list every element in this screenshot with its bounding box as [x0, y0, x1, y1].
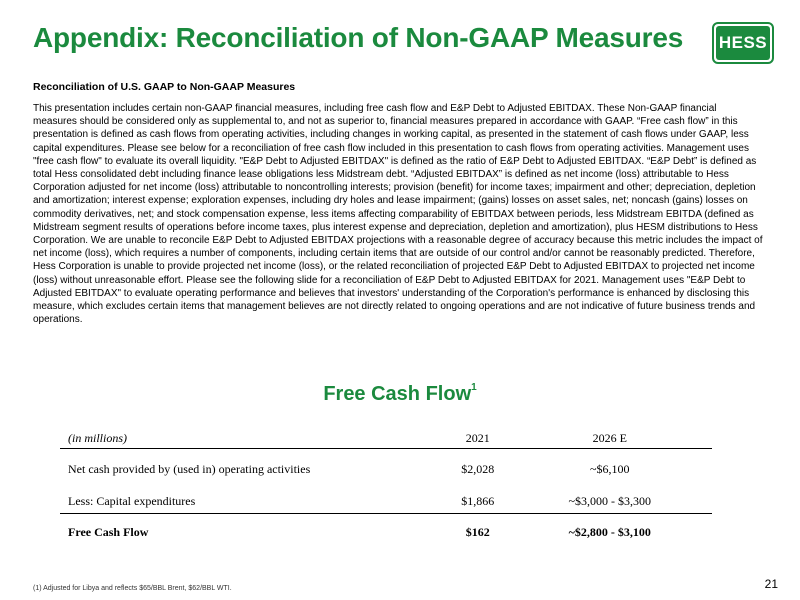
- fcf-heading: [0, 383, 800, 406]
- fcf-heading-footnote-marker: 1: [471, 382, 477, 394]
- logo-badge: [716, 26, 770, 60]
- header-2026e: 2026 E: [508, 428, 712, 449]
- row-value-2026e: ~$3,000 - $3,300: [508, 489, 712, 514]
- page-title: Appendix: Reconciliation of Non-GAAP Measures: [33, 22, 684, 53]
- section-subheading: Reconciliation of U.S. GAAP to Non-GAAP Measures: [33, 81, 296, 93]
- table-header-row: [60, 428, 712, 449]
- footnote: (1) Adjusted for Libya and reflects $65/BBL Brent, $62/BBL WTI.: [33, 585, 232, 592]
- row-value-2021: $162: [465, 524, 490, 539]
- header-2021: 2021: [448, 428, 508, 449]
- logo-text: HESS: [718, 33, 768, 52]
- row-label: Net cash provided by (used in) operating activities: [68, 461, 311, 476]
- table-row-free-cash-flow: [60, 514, 712, 551]
- fcf-table: [60, 428, 712, 550]
- row-value-2021: $1,866: [448, 489, 508, 514]
- table-row-capex: [60, 489, 712, 514]
- header-units: (in millions): [60, 428, 448, 449]
- row-label: Less: Capital expenditures: [60, 489, 448, 514]
- row-value-2026e: ~$6,100: [590, 461, 630, 476]
- row-value-2021: $2,028: [461, 461, 495, 476]
- page-number: 21: [764, 577, 778, 591]
- table-row-operating-cash: [60, 449, 712, 490]
- hess-logo: [712, 22, 774, 64]
- row-value-2026e: ~$2,800 - $3,100: [568, 524, 651, 539]
- fcf-heading-text: Free Cash Flow: [323, 383, 472, 405]
- row-label: Free Cash Flow: [68, 524, 149, 539]
- body-paragraph: This presentation includes certain non-GAAP financial measures, including free cash flow and E&P Debt to Adjusted EBITDAX. These Non-GAAP financial measures should be considered only as supplemental to, and not as superior to, financial measures prepared in accordance with GAAP. “Free cash flow” in this presentation is defined as cash flows from operating activities, including changes in working capital, as presented in the statement of cash flows under GAAP, less capital expenditures. Please see below for a reconciliation of free cash flow included in this presentation to cash flows from operating activities. Management uses "free cash flow" to evaluate its overall liquidity. "E&P Debt to Adjusted EBITDAX" is defined as the ratio of E&P Debt to Adjusted EBITDAX. “E&P Debt” is defined as total Hess consolidated debt including finance lease obligations less Midstream debt. “Adjusted EBITDAX” is defined as net income (loss) attributable to Hess Corporation adjusted for net income (loss) attributable to noncontrolling interests; provision (benefit) for income taxes; impairment and other; depreciation, depletion and amortization; interest expense; exploration expenses, including dry holes and lease impairment; (gains) losses on asset sales, net; noncash (gains) losses on commodity derivatives, net; and stock compensation expense, less items affecting comparability of EBITDAX between periods, less Midstream EBITDA (defined as Midstream segment results of operations before income taxes, plus interest expense and depreciation, depletion and amortization), plus HESM distributions to Hess Corporation. We are unable to reconcile E&P Debt to Adjusted EBITDAX projections with a reasonable degree of accuracy because this metric includes the impact of net income (loss), which requires a number of components, including certain items that are outside of our control and/or cannot be reasonably predicted. Therefore, Hess Corporation is unable to provide projected net income (loss), or the related reconciliation of projected E&P Debt to Adjusted EBITDAX to projected net income (loss) without unreasonable effort. Please see the following slide for a reconciliation of E&P Debt to Adjusted EBITDAX for 2021. Management uses "E&P Debt to Adjusted EBITDAX" to evaluate operating performance and believes that investors' understanding of the Corporation's performance is enhanced by disclosing this measure, which excludes certain items that management believes are not directly related to ongoing operations and are not indicative of future business trends and operations.: [33, 103, 763, 326]
